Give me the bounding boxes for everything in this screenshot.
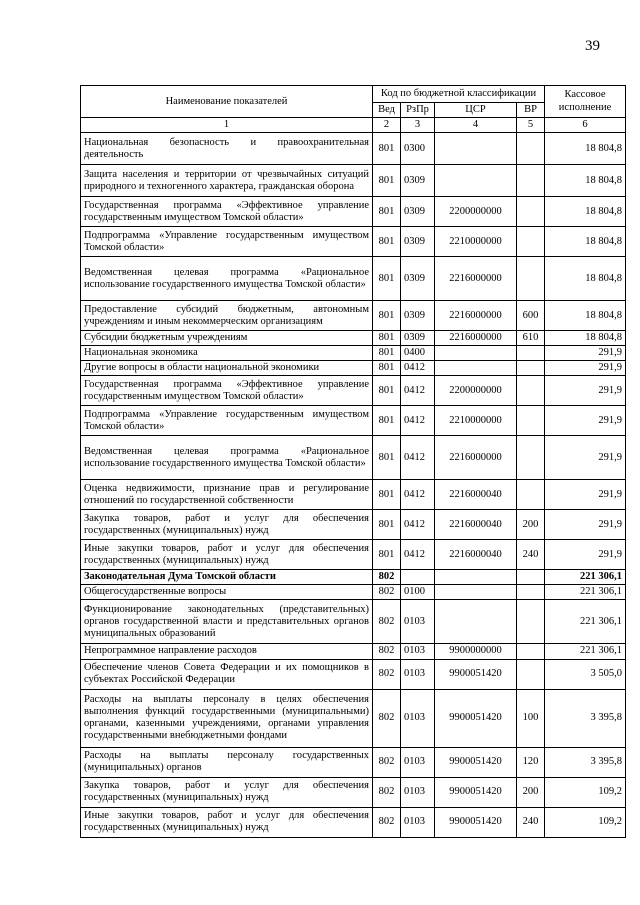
row-name-cell: Расходы на выплаты персоналу в целях обеспечения выполнения функций государственными (муниципальными) органами, казенными учреждениями, органами управления государственными внебюджетными фондами <box>81 689 373 747</box>
row-csr-cell: 2210000000 <box>435 227 517 257</box>
row-csr-cell: 2216000040 <box>435 540 517 570</box>
row-name-cell: Функционирование законодательных (представительных) органов государственной власти и представительных органов муниципальных образований <box>81 600 373 644</box>
row-rzpr-cell: 0300 <box>401 133 435 165</box>
row-csr-cell: 2216000000 <box>435 301 517 331</box>
row-rzpr-cell: 0103 <box>401 644 435 659</box>
row-name-cell: Законодательная Дума Томской области <box>81 570 373 585</box>
row-ved-cell: 802 <box>373 689 401 747</box>
page-number: 39 <box>585 38 600 54</box>
row-csr-cell <box>435 133 517 165</box>
row-rzpr-cell: 0103 <box>401 689 435 747</box>
row-vr-cell <box>517 585 545 600</box>
row-sum-cell: 291,9 <box>545 361 626 376</box>
row-sum-cell: 221 306,1 <box>545 600 626 644</box>
row-csr-cell <box>435 570 517 585</box>
budget-table <box>80 85 626 838</box>
row-csr-cell: 2210000000 <box>435 406 517 436</box>
row-csr-cell: 2200000000 <box>435 197 517 227</box>
header-kassa: Кассовое исполнение <box>545 86 626 118</box>
row-ved-cell: 801 <box>373 301 401 331</box>
row-rzpr-cell: 0309 <box>401 197 435 227</box>
row-name-cell: Защита населения и территории от чрезвычайных ситуаций природного и техногенного характера, гражданская оборона <box>81 165 373 197</box>
table-row <box>81 540 626 570</box>
row-sum-cell: 18 804,8 <box>545 331 626 346</box>
table-row <box>81 510 626 540</box>
row-rzpr-cell: 0103 <box>401 600 435 644</box>
row-sum-cell: 3 505,0 <box>545 659 626 689</box>
row-csr-cell <box>435 585 517 600</box>
row-ved-cell: 801 <box>373 361 401 376</box>
row-vr-cell <box>517 436 545 480</box>
row-sum-cell: 291,9 <box>545 540 626 570</box>
table-row <box>81 600 626 644</box>
row-name-cell: Национальная безопасность и правоохранительная деятельность <box>81 133 373 165</box>
row-sum-cell: 221 306,1 <box>545 570 626 585</box>
row-sum-cell: 109,2 <box>545 777 626 807</box>
table-row <box>81 436 626 480</box>
row-ved-cell: 801 <box>373 376 401 406</box>
table-row <box>81 406 626 436</box>
row-csr-cell <box>435 361 517 376</box>
table-row <box>81 689 626 747</box>
row-sum-cell: 3 395,8 <box>545 689 626 747</box>
index-cell: 1 <box>81 118 373 133</box>
row-rzpr-cell: 0309 <box>401 227 435 257</box>
table-row <box>81 133 626 165</box>
row-vr-cell <box>517 197 545 227</box>
table-row <box>81 346 626 361</box>
row-sum-cell: 18 804,8 <box>545 133 626 165</box>
row-rzpr-cell: 0412 <box>401 436 435 480</box>
header-code-group: Код по бюджетной классификации <box>373 86 545 103</box>
header-vr: ВР <box>517 103 545 118</box>
row-ved-cell: 802 <box>373 570 401 585</box>
table-row <box>81 644 626 659</box>
row-rzpr-cell: 0103 <box>401 659 435 689</box>
row-ved-cell: 801 <box>373 406 401 436</box>
row-csr-cell: 9900051420 <box>435 689 517 747</box>
table-row <box>81 747 626 777</box>
row-ved-cell: 801 <box>373 133 401 165</box>
row-name-cell: Непрограммное направление расходов <box>81 644 373 659</box>
row-ved-cell: 802 <box>373 807 401 837</box>
row-ved-cell: 802 <box>373 600 401 644</box>
table-row <box>81 777 626 807</box>
row-name-cell: Расходы на выплаты персоналу государственных (муниципальных) органов <box>81 747 373 777</box>
table-row <box>81 480 626 510</box>
row-vr-cell <box>517 570 545 585</box>
row-vr-cell: 120 <box>517 747 545 777</box>
row-csr-cell: 2200000000 <box>435 376 517 406</box>
row-name-cell: Общегосударственные вопросы <box>81 585 373 600</box>
row-vr-cell <box>517 346 545 361</box>
row-sum-cell: 18 804,8 <box>545 197 626 227</box>
row-sum-cell: 18 804,8 <box>545 257 626 301</box>
row-name-cell: Предоставление субсидий бюджетным, автономным учреждениям и иным некоммерческим организациям <box>81 301 373 331</box>
row-vr-cell <box>517 133 545 165</box>
row-vr-cell <box>517 600 545 644</box>
index-cell: 2 <box>373 118 401 133</box>
table-row <box>81 570 626 585</box>
row-name-cell: Ведомственная целевая программа «Рациональное использование государственного имущества Томской области» <box>81 257 373 301</box>
table-row <box>81 227 626 257</box>
header-name: Наименование показателей <box>81 86 373 118</box>
index-cell: 3 <box>401 118 435 133</box>
row-name-cell: Государственная программа «Эффективное управление государственным имуществом Томской области» <box>81 197 373 227</box>
row-rzpr-cell: 0309 <box>401 301 435 331</box>
row-vr-cell <box>517 480 545 510</box>
row-vr-cell <box>517 406 545 436</box>
row-sum-cell: 221 306,1 <box>545 585 626 600</box>
row-vr-cell: 240 <box>517 807 545 837</box>
row-rzpr-cell: 0400 <box>401 346 435 361</box>
header-csr: ЦСР <box>435 103 517 118</box>
row-name-cell: Подпрограмма «Управление государственным имуществом Томской области» <box>81 406 373 436</box>
row-name-cell: Другие вопросы в области национальной экономики <box>81 361 373 376</box>
row-rzpr-cell: 0412 <box>401 376 435 406</box>
row-ved-cell: 801 <box>373 227 401 257</box>
row-vr-cell: 200 <box>517 777 545 807</box>
row-name-cell: Закупка товаров, работ и услуг для обеспечения государственных (муниципальных) нужд <box>81 510 373 540</box>
row-vr-cell: 600 <box>517 301 545 331</box>
row-ved-cell: 801 <box>373 540 401 570</box>
table-row <box>81 659 626 689</box>
index-cell: 4 <box>435 118 517 133</box>
row-csr-cell: 2216000000 <box>435 436 517 480</box>
row-sum-cell: 3 395,8 <box>545 747 626 777</box>
row-csr-cell <box>435 346 517 361</box>
row-rzpr-cell: 0412 <box>401 406 435 436</box>
header-row-1 <box>81 86 626 103</box>
index-cell: 5 <box>517 118 545 133</box>
row-vr-cell: 100 <box>517 689 545 747</box>
row-ved-cell: 801 <box>373 165 401 197</box>
row-name-cell: Государственная программа «Эффективное управление государственным имуществом Томской области» <box>81 376 373 406</box>
table-row <box>81 197 626 227</box>
row-rzpr-cell: 0103 <box>401 807 435 837</box>
row-rzpr-cell: 0309 <box>401 331 435 346</box>
row-rzpr-cell: 0309 <box>401 165 435 197</box>
row-vr-cell <box>517 227 545 257</box>
row-rzpr-cell: 0412 <box>401 540 435 570</box>
row-csr-cell: 2216000040 <box>435 480 517 510</box>
row-sum-cell: 291,9 <box>545 480 626 510</box>
table-body <box>81 133 626 837</box>
row-sum-cell: 291,9 <box>545 510 626 540</box>
table-row <box>81 807 626 837</box>
table-row <box>81 361 626 376</box>
table-row <box>81 257 626 301</box>
row-ved-cell: 801 <box>373 331 401 346</box>
row-rzpr-cell: 0103 <box>401 747 435 777</box>
index-cell: 6 <box>545 118 626 133</box>
row-vr-cell <box>517 257 545 301</box>
row-name-cell: Обеспечение членов Совета Федерации и их помощников в субъектах Российской Федерации <box>81 659 373 689</box>
row-ved-cell: 801 <box>373 480 401 510</box>
row-vr-cell <box>517 659 545 689</box>
row-vr-cell <box>517 376 545 406</box>
row-sum-cell: 109,2 <box>545 807 626 837</box>
row-csr-cell: 9900051420 <box>435 807 517 837</box>
header-rzpr: РзПр <box>401 103 435 118</box>
row-vr-cell: 240 <box>517 540 545 570</box>
row-name-cell: Оценка недвижимости, признание прав и регулирование отношений по государственной собственности <box>81 480 373 510</box>
row-sum-cell: 291,9 <box>545 436 626 480</box>
table-row <box>81 331 626 346</box>
row-csr-cell: 9900000000 <box>435 644 517 659</box>
row-ved-cell: 801 <box>373 346 401 361</box>
row-csr-cell: 2216000000 <box>435 257 517 301</box>
row-rzpr-cell: 0412 <box>401 361 435 376</box>
row-ved-cell: 802 <box>373 777 401 807</box>
row-ved-cell: 801 <box>373 257 401 301</box>
row-csr-cell: 2216000000 <box>435 331 517 346</box>
row-rzpr-cell: 0412 <box>401 480 435 510</box>
table-row <box>81 376 626 406</box>
row-csr-cell: 9900051420 <box>435 777 517 807</box>
row-ved-cell: 802 <box>373 747 401 777</box>
row-ved-cell: 801 <box>373 197 401 227</box>
row-ved-cell: 801 <box>373 510 401 540</box>
row-name-cell: Подпрограмма «Управление государственным имуществом Томской области» <box>81 227 373 257</box>
row-name-cell: Ведомственная целевая программа «Рациональное использование государственного имущества Томской области» <box>81 436 373 480</box>
row-sum-cell: 291,9 <box>545 346 626 361</box>
row-sum-cell: 221 306,1 <box>545 644 626 659</box>
table-row <box>81 585 626 600</box>
row-sum-cell: 18 804,8 <box>545 165 626 197</box>
row-csr-cell <box>435 600 517 644</box>
row-rzpr-cell: 0309 <box>401 257 435 301</box>
header-ved: Вед <box>373 103 401 118</box>
row-sum-cell: 18 804,8 <box>545 227 626 257</box>
row-name-cell: Иные закупки товаров, работ и услуг для обеспечения государственных (муниципальных) нужд <box>81 807 373 837</box>
row-sum-cell: 291,9 <box>545 406 626 436</box>
row-rzpr-cell: 0103 <box>401 777 435 807</box>
table-row <box>81 165 626 197</box>
row-sum-cell: 18 804,8 <box>545 301 626 331</box>
row-vr-cell: 200 <box>517 510 545 540</box>
table-row <box>81 301 626 331</box>
row-csr-cell <box>435 165 517 197</box>
row-vr-cell: 610 <box>517 331 545 346</box>
row-name-cell: Иные закупки товаров, работ и услуг для обеспечения государственных (муниципальных) нужд <box>81 540 373 570</box>
row-ved-cell: 802 <box>373 644 401 659</box>
row-vr-cell <box>517 361 545 376</box>
row-csr-cell: 9900051420 <box>435 659 517 689</box>
row-rzpr-cell: 0412 <box>401 510 435 540</box>
row-sum-cell: 291,9 <box>545 376 626 406</box>
row-name-cell: Субсидии бюджетным учреждениям <box>81 331 373 346</box>
row-csr-cell: 9900051420 <box>435 747 517 777</box>
row-vr-cell <box>517 165 545 197</box>
row-rzpr-cell: 0100 <box>401 585 435 600</box>
row-ved-cell: 801 <box>373 436 401 480</box>
row-csr-cell: 2216000040 <box>435 510 517 540</box>
row-name-cell: Закупка товаров, работ и услуг для обеспечения государственных (муниципальных) нужд <box>81 777 373 807</box>
row-rzpr-cell <box>401 570 435 585</box>
row-vr-cell <box>517 644 545 659</box>
row-ved-cell: 802 <box>373 659 401 689</box>
row-name-cell: Национальная экономика <box>81 346 373 361</box>
row-ved-cell: 802 <box>373 585 401 600</box>
header-index-row <box>81 118 626 133</box>
